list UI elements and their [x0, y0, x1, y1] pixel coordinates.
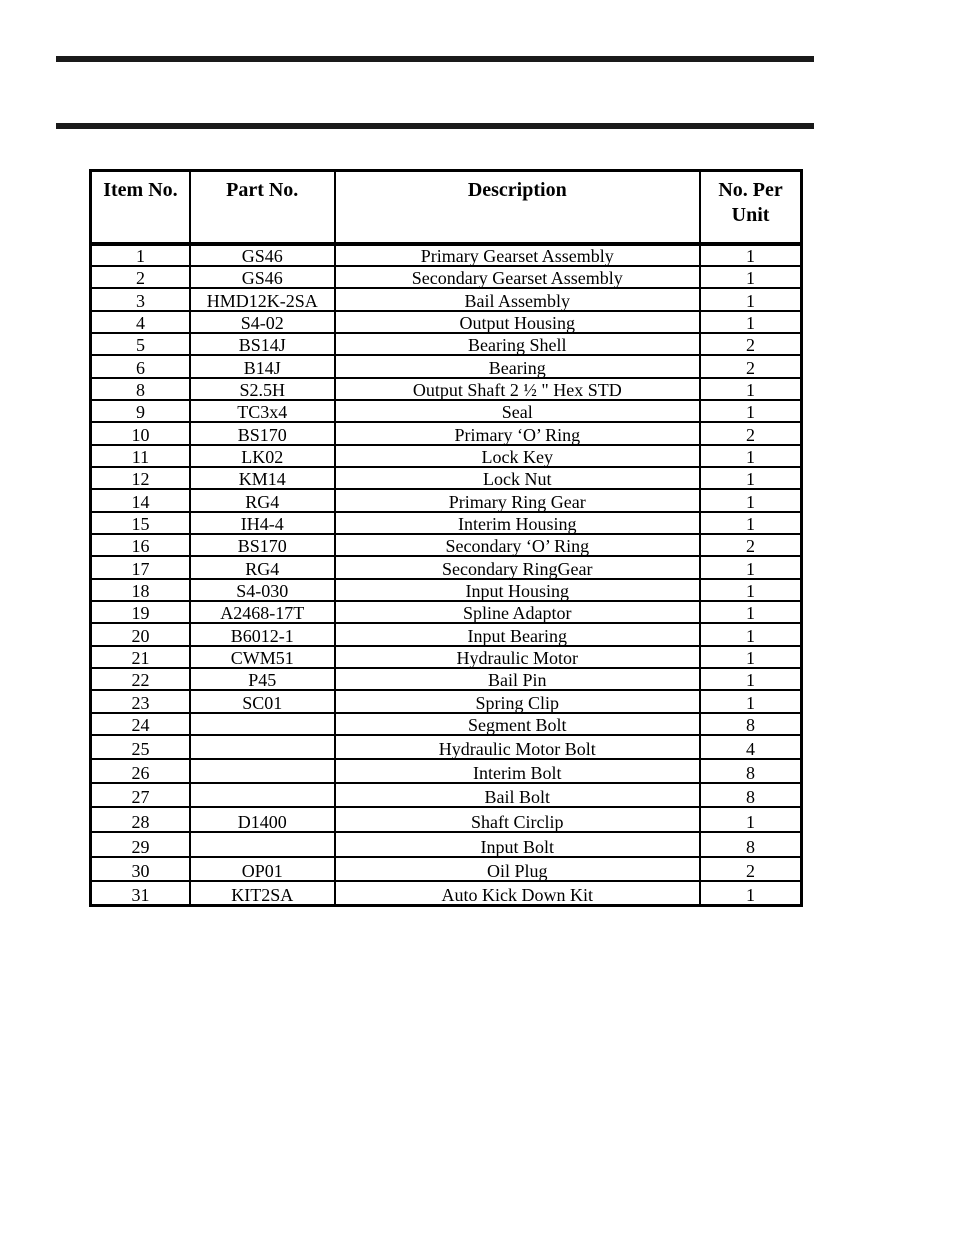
item-no-cell: 4 [91, 311, 190, 333]
item-no-cell: 29 [91, 832, 190, 857]
no-per-unit-cell: 1 [700, 623, 801, 646]
no-per-unit-cell: 1 [700, 579, 801, 601]
table-row [91, 735, 802, 759]
part-no-cell [190, 759, 335, 783]
item-no-cell: 23 [91, 690, 190, 713]
description-cell: Seal [335, 400, 701, 422]
table-row [91, 244, 802, 266]
part-no-cell [190, 832, 335, 857]
description-cell: Bail Pin [335, 668, 701, 690]
part-no-cell: BS170 [190, 422, 335, 445]
description-cell: Spline Adaptor [335, 601, 701, 623]
header-no-per-unit-label: No. Per Unit [718, 179, 783, 226]
header-part-no [190, 171, 335, 245]
top-divider [56, 56, 814, 62]
table-row [91, 445, 802, 467]
item-no-cell: 11 [91, 445, 190, 467]
description-cell: Spring Clip [335, 690, 701, 713]
item-no-cell: 1 [91, 244, 190, 266]
part-no-cell: GS46 [190, 244, 335, 266]
table-row [91, 783, 802, 807]
description-cell: Output Housing [335, 311, 701, 333]
no-per-unit-cell: 8 [700, 832, 801, 857]
no-per-unit-cell: 1 [700, 881, 801, 905]
header-description [335, 171, 701, 245]
no-per-unit-cell: 1 [700, 556, 801, 579]
description-cell: Input Bearing [335, 623, 701, 646]
table-row [91, 378, 802, 400]
part-no-cell: OP01 [190, 857, 335, 881]
table-row [91, 512, 802, 534]
part-no-cell: D1400 [190, 807, 335, 832]
description-cell: Interim Housing [335, 512, 701, 534]
table-row [91, 266, 802, 288]
item-no-cell: 18 [91, 579, 190, 601]
description-cell: Bail Assembly [335, 288, 701, 311]
part-no-cell: LK02 [190, 445, 335, 467]
part-no-cell: BS14J [190, 333, 335, 355]
item-no-cell: 25 [91, 735, 190, 759]
table-row [91, 311, 802, 333]
item-no-cell: 20 [91, 623, 190, 646]
table-row [91, 355, 802, 378]
description-cell: Secondary RingGear [335, 556, 701, 579]
part-no-cell: A2468-17T [190, 601, 335, 623]
header-no-per-unit [700, 171, 801, 245]
no-per-unit-cell: 2 [700, 422, 801, 445]
table-row [91, 832, 802, 857]
parts-table-body [91, 244, 802, 905]
table-row [91, 623, 802, 646]
part-no-cell: S4-02 [190, 311, 335, 333]
table-row [91, 857, 802, 881]
description-cell: Bail Bolt [335, 783, 701, 807]
description-cell: Oil Plug [335, 857, 701, 881]
no-per-unit-cell: 1 [700, 807, 801, 832]
table-row [91, 400, 802, 422]
no-per-unit-cell: 2 [700, 857, 801, 881]
item-no-cell: 12 [91, 467, 190, 489]
part-no-cell: CWM51 [190, 646, 335, 668]
part-no-cell [190, 713, 335, 735]
item-no-cell: 17 [91, 556, 190, 579]
item-no-cell: 24 [91, 713, 190, 735]
no-per-unit-cell: 1 [700, 646, 801, 668]
header-item-no-label: Item No. [103, 179, 178, 201]
header-item-no [91, 171, 190, 245]
part-no-cell: B14J [190, 355, 335, 378]
table-header-row [91, 171, 802, 245]
no-per-unit-cell: 1 [700, 690, 801, 713]
part-no-cell: B6012-1 [190, 623, 335, 646]
no-per-unit-cell: 2 [700, 355, 801, 378]
item-no-cell: 16 [91, 534, 190, 556]
part-no-cell: RG4 [190, 556, 335, 579]
table-row [91, 288, 802, 311]
item-no-cell: 9 [91, 400, 190, 422]
part-no-cell: P45 [190, 668, 335, 690]
description-cell: Input Housing [335, 579, 701, 601]
description-cell: Secondary ‘O’ Ring [335, 534, 701, 556]
item-no-cell: 3 [91, 288, 190, 311]
item-no-cell: 28 [91, 807, 190, 832]
no-per-unit-cell: 4 [700, 735, 801, 759]
description-cell: Auto Kick Down Kit [335, 881, 701, 905]
table-row [91, 668, 802, 690]
part-no-cell: IH4-4 [190, 512, 335, 534]
item-no-cell: 14 [91, 489, 190, 512]
item-no-cell: 21 [91, 646, 190, 668]
description-cell: Bearing [335, 355, 701, 378]
no-per-unit-cell: 2 [700, 534, 801, 556]
table-row [91, 646, 802, 668]
description-cell: Hydraulic Motor Bolt [335, 735, 701, 759]
part-no-cell: GS46 [190, 266, 335, 288]
part-no-cell: S2.5H [190, 378, 335, 400]
table-row [91, 333, 802, 355]
item-no-cell: 8 [91, 378, 190, 400]
item-no-cell: 31 [91, 881, 190, 905]
description-cell: Segment Bolt [335, 713, 701, 735]
item-no-cell: 30 [91, 857, 190, 881]
item-no-cell: 5 [91, 333, 190, 355]
no-per-unit-cell: 1 [700, 512, 801, 534]
table-row [91, 467, 802, 489]
description-cell: Input Bolt [335, 832, 701, 857]
table-row [91, 601, 802, 623]
bottom-divider [56, 123, 814, 129]
header-description-label: Description [467, 179, 567, 201]
item-no-cell: 19 [91, 601, 190, 623]
no-per-unit-cell: 8 [700, 783, 801, 807]
no-per-unit-cell: 1 [700, 400, 801, 422]
item-no-cell: 27 [91, 783, 190, 807]
table-row [91, 422, 802, 445]
item-no-cell: 10 [91, 422, 190, 445]
part-no-cell: HMD12K-2SA [190, 288, 335, 311]
no-per-unit-cell: 1 [700, 311, 801, 333]
description-cell: Lock Nut [335, 467, 701, 489]
description-cell: Bearing Shell [335, 333, 701, 355]
part-no-cell [190, 783, 335, 807]
table-row [91, 759, 802, 783]
table-row [91, 489, 802, 512]
item-no-cell: 15 [91, 512, 190, 534]
description-cell: Interim Bolt [335, 759, 701, 783]
no-per-unit-cell: 1 [700, 668, 801, 690]
part-no-cell: BS170 [190, 534, 335, 556]
item-no-cell: 2 [91, 266, 190, 288]
no-per-unit-cell: 1 [700, 244, 801, 266]
no-per-unit-cell: 1 [700, 266, 801, 288]
header-part-no-label: Part No. [226, 179, 299, 201]
description-cell: Hydraulic Motor [335, 646, 701, 668]
table-row [91, 713, 802, 735]
table-row [91, 556, 802, 579]
description-cell: Secondary Gearset Assembly [335, 266, 701, 288]
no-per-unit-cell: 1 [700, 601, 801, 623]
description-cell: Lock Key [335, 445, 701, 467]
item-no-cell: 6 [91, 355, 190, 378]
no-per-unit-cell: 1 [700, 489, 801, 512]
part-no-cell [190, 735, 335, 759]
no-per-unit-cell: 1 [700, 288, 801, 311]
part-no-cell: RG4 [190, 489, 335, 512]
no-per-unit-cell: 1 [700, 445, 801, 467]
part-no-cell: KIT2SA [190, 881, 335, 905]
no-per-unit-cell: 8 [700, 713, 801, 735]
parts-list-table [89, 169, 803, 907]
description-cell: Output Shaft 2 ½ " Hex STD [335, 378, 701, 400]
no-per-unit-cell: 1 [700, 467, 801, 489]
item-no-cell: 22 [91, 668, 190, 690]
no-per-unit-cell: 8 [700, 759, 801, 783]
part-no-cell: SC01 [190, 690, 335, 713]
part-no-cell: KM14 [190, 467, 335, 489]
description-cell: Shaft Circlip [335, 807, 701, 832]
part-no-cell: TC3x4 [190, 400, 335, 422]
table-row [91, 579, 802, 601]
description-cell: Primary ‘O’ Ring [335, 422, 701, 445]
description-cell: Primary Ring Gear [335, 489, 701, 512]
no-per-unit-cell: 2 [700, 333, 801, 355]
table-row [91, 534, 802, 556]
table-row [91, 881, 802, 905]
table-row [91, 690, 802, 713]
table-row [91, 807, 802, 832]
no-per-unit-cell: 1 [700, 378, 801, 400]
part-no-cell: S4-030 [190, 579, 335, 601]
description-cell: Primary Gearset Assembly [335, 244, 701, 266]
item-no-cell: 26 [91, 759, 190, 783]
